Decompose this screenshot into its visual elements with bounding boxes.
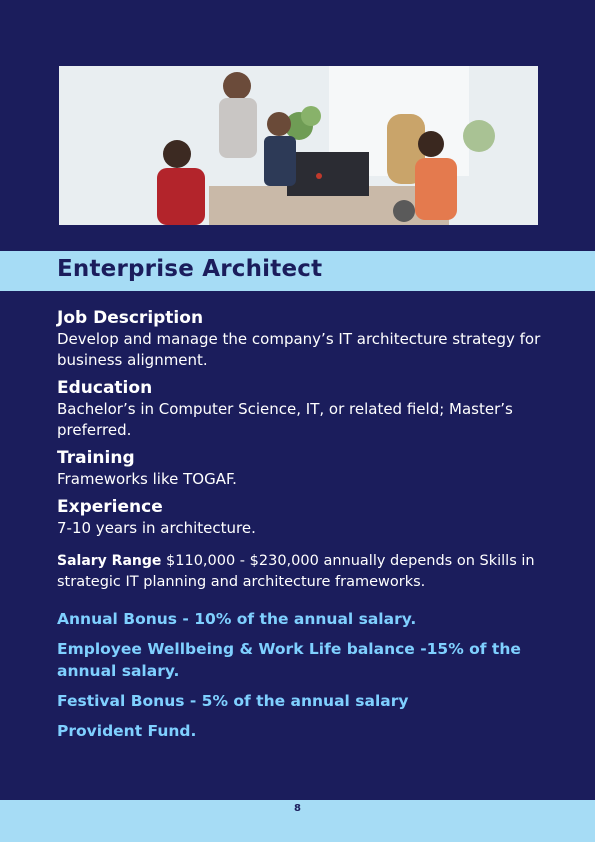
salary-label: Salary Range: [57, 553, 162, 569]
benefit-item: Annual Bonus - 10% of the annual salary.: [57, 609, 417, 628]
benefit-item: Festival Bonus - 5% of the annual salary: [57, 691, 409, 710]
experience-section: [57, 496, 547, 539]
section-text: Bachelor’s in Computer Science, IT, or related field; Master’s preferred.: [57, 400, 513, 439]
section-text: Frameworks like TOGAF.: [57, 470, 237, 488]
salary-range: [57, 551, 547, 593]
job-description-section: [57, 307, 547, 371]
salary-text: annually depends on Skills in strategic IT planning and architecture frameworks.: [57, 553, 535, 590]
section-text: Develop and manage the company’s IT architecture strategy for business alignment.: [57, 330, 541, 369]
page-number: 8: [294, 803, 301, 814]
section-heading: Education: [57, 378, 153, 398]
job-details: [57, 307, 547, 742]
education-section: [57, 377, 547, 441]
section-heading: Experience: [57, 497, 163, 517]
section-heading: Training: [57, 448, 135, 468]
team-office-photo: [59, 66, 538, 225]
section-heading: Job Description: [57, 308, 204, 328]
page-title: Enterprise Architect: [57, 256, 323, 282]
section-text: 7-10 years in architecture.: [57, 519, 256, 537]
benefit-item: Provident Fund.: [57, 721, 197, 740]
benefit-item: Employee Wellbeing & Work Life balance -15% of the annual salary.: [57, 639, 521, 680]
salary-value: $110,000 - $230,000: [166, 553, 319, 569]
training-section: [57, 447, 547, 490]
